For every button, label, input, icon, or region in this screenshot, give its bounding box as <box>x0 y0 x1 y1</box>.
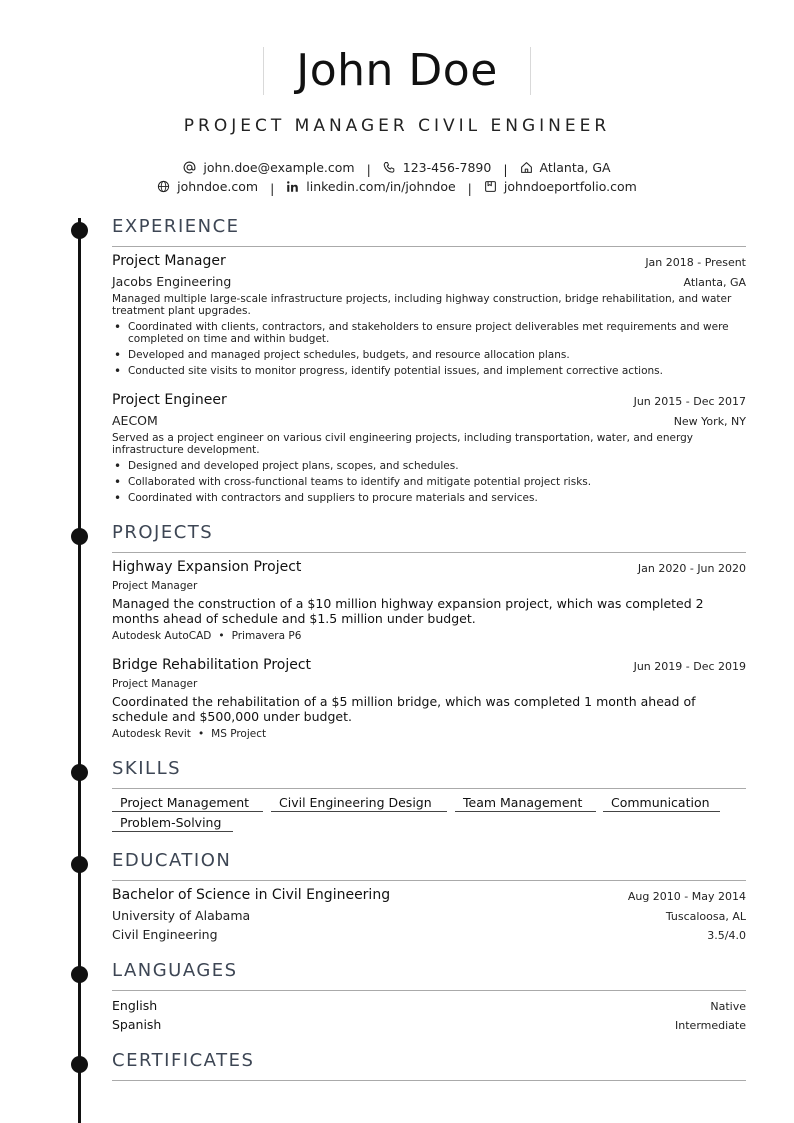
at-icon <box>183 161 196 174</box>
timeline-dot <box>71 966 88 983</box>
keyword: Autodesk AutoCAD <box>112 630 212 642</box>
project-name: Highway Expansion Project <box>112 559 302 575</box>
highlight-item: • Coordinated with clients, contractors, and stakeholders to ensure project deliverables met requirements and were completed on time and within budget. <box>112 321 746 345</box>
position-title: Project Engineer <box>112 392 227 408</box>
skills-heading: SKILLS <box>112 758 182 779</box>
position-summary: Served as a project engineer on various civil engineering projects, including transportation, water, and energy infrastructure development. <box>112 432 694 456</box>
separator: | <box>270 181 275 196</box>
highlight-item: • Coordinated with contractors and suppliers to procure materials and services. <box>112 492 746 504</box>
field-of-study: Civil Engineering <box>112 927 218 942</box>
certificates-heading: CERTIFICATES <box>112 1050 255 1071</box>
company-name: AECOM <box>112 413 158 428</box>
contact-row-1 <box>0 160 794 177</box>
project-role: Project Manager <box>112 580 198 592</box>
timeline-dot <box>71 1056 88 1073</box>
linkedin-contact[interactable] <box>286 179 455 194</box>
section-divider <box>112 990 746 991</box>
separator: | <box>467 181 472 196</box>
project-dates: Jun 2019 - Dec 2019 <box>633 660 746 673</box>
headline: PROJECT MANAGER CIVIL ENGINEER <box>183 116 611 136</box>
highlight-item: • Collaborated with cross-functional teams to identify and mitigate potential project risks. <box>112 476 746 488</box>
degree-title: Bachelor of Science in Civil Engineering <box>112 887 391 903</box>
position-dates: Jan 2018 - Present <box>645 256 746 269</box>
language-name: English <box>112 998 158 1013</box>
keyword: Autodesk Revit <box>112 728 191 740</box>
linkedin-icon <box>286 180 299 193</box>
section-divider <box>112 246 746 247</box>
skill-tag: Communication <box>603 796 720 812</box>
school-name: University of Alabama <box>112 908 251 923</box>
position-summary: Managed multiple large-scale infrastructure projects, including highway construction, bridge rehabilitation, and water treatment plant upgrades. <box>112 293 732 317</box>
company-location: Atlanta, GA <box>683 276 746 289</box>
skill-tag: Team Management <box>455 796 596 812</box>
position-dates: Jun 2015 - Dec 2017 <box>633 395 746 408</box>
language-name: Spanish <box>112 1017 162 1032</box>
project-role: Project Manager <box>112 678 198 690</box>
timeline-dot <box>71 764 88 781</box>
skill-tag: Civil Engineering Design <box>271 796 447 812</box>
project-keywords: Autodesk AutoCAD • Primavera P6 <box>112 630 302 642</box>
phone-text: 123-456-7890 <box>402 160 492 175</box>
candidate-name: John Doe <box>296 45 498 96</box>
section-divider <box>112 788 746 789</box>
linkedin-text: linkedin.com/in/johndoe <box>306 179 456 194</box>
website-contact[interactable] <box>157 179 258 194</box>
portfolio-text: johndoeportfolio.com <box>503 179 637 194</box>
project-keywords: Autodesk Revit • MS Project <box>112 728 267 740</box>
education-dates: Aug 2010 - May 2014 <box>627 890 746 903</box>
highlight-list <box>112 321 746 381</box>
timeline-line <box>78 218 81 1123</box>
highlight-list <box>112 460 746 508</box>
globe-icon <box>157 180 170 193</box>
language-level: Native <box>710 1000 746 1013</box>
section-divider <box>112 1080 746 1081</box>
languages-heading: LANGUAGES <box>112 960 238 981</box>
projects-heading: PROJECTS <box>112 522 214 543</box>
timeline-dot <box>71 222 88 239</box>
school-location: Tuscaloosa, AL <box>665 910 746 923</box>
skill-tag: Project Management <box>112 796 263 812</box>
timeline-dot <box>71 528 88 545</box>
highlight-item: • Developed and managed project schedules, budgets, and resource allocation plans. <box>112 349 746 361</box>
website-text: johndoe.com <box>177 179 259 194</box>
language-level: Intermediate <box>675 1019 746 1032</box>
gpa: 3.5/4.0 <box>707 929 746 942</box>
contact-row-2 <box>0 179 794 196</box>
email-text: john.doe@example.com <box>203 160 355 175</box>
home-icon <box>520 161 533 174</box>
project-description: Coordinated the rehabilitation of a $5 million bridge, which was completed 1 month ahead of schedule and $500,000 under budget. <box>112 694 696 724</box>
separator: | <box>503 162 508 177</box>
phone-icon <box>383 161 396 174</box>
education-heading: EDUCATION <box>112 850 232 871</box>
position-title: Project Manager <box>112 253 226 269</box>
company-location: New York, NY <box>673 415 746 428</box>
project-name: Bridge Rehabilitation Project <box>112 657 312 673</box>
portfolio-icon <box>484 180 497 193</box>
section-divider <box>112 552 746 553</box>
project-dates: Jan 2020 - Jun 2020 <box>637 562 746 575</box>
separator: | <box>366 162 371 177</box>
keyword: Primavera P6 <box>231 630 302 642</box>
phone-contact[interactable] <box>383 160 492 175</box>
company-name: Jacobs Engineering <box>112 274 232 289</box>
name-block <box>263 47 531 95</box>
timeline-dot <box>71 856 88 873</box>
experience-heading: EXPERIENCE <box>112 216 240 237</box>
highlight-item: • Conducted site visits to monitor progress, identify potential issues, and implement corrective actions. <box>112 365 746 377</box>
section-divider <box>112 880 746 881</box>
email-contact[interactable] <box>183 160 354 175</box>
highlight-item: • Designed and developed project plans, scopes, and schedules. <box>112 460 746 472</box>
portfolio-contact[interactable] <box>484 179 637 194</box>
location-contact <box>520 160 611 175</box>
location-text: Atlanta, GA <box>539 160 611 175</box>
skill-tag: Problem-Solving <box>112 816 233 832</box>
keyword: MS Project <box>211 728 267 740</box>
project-description: Managed the construction of a $10 million highway expansion project, which was completed 2 months ahead of schedule and $1.5 million under budget. <box>112 596 704 626</box>
